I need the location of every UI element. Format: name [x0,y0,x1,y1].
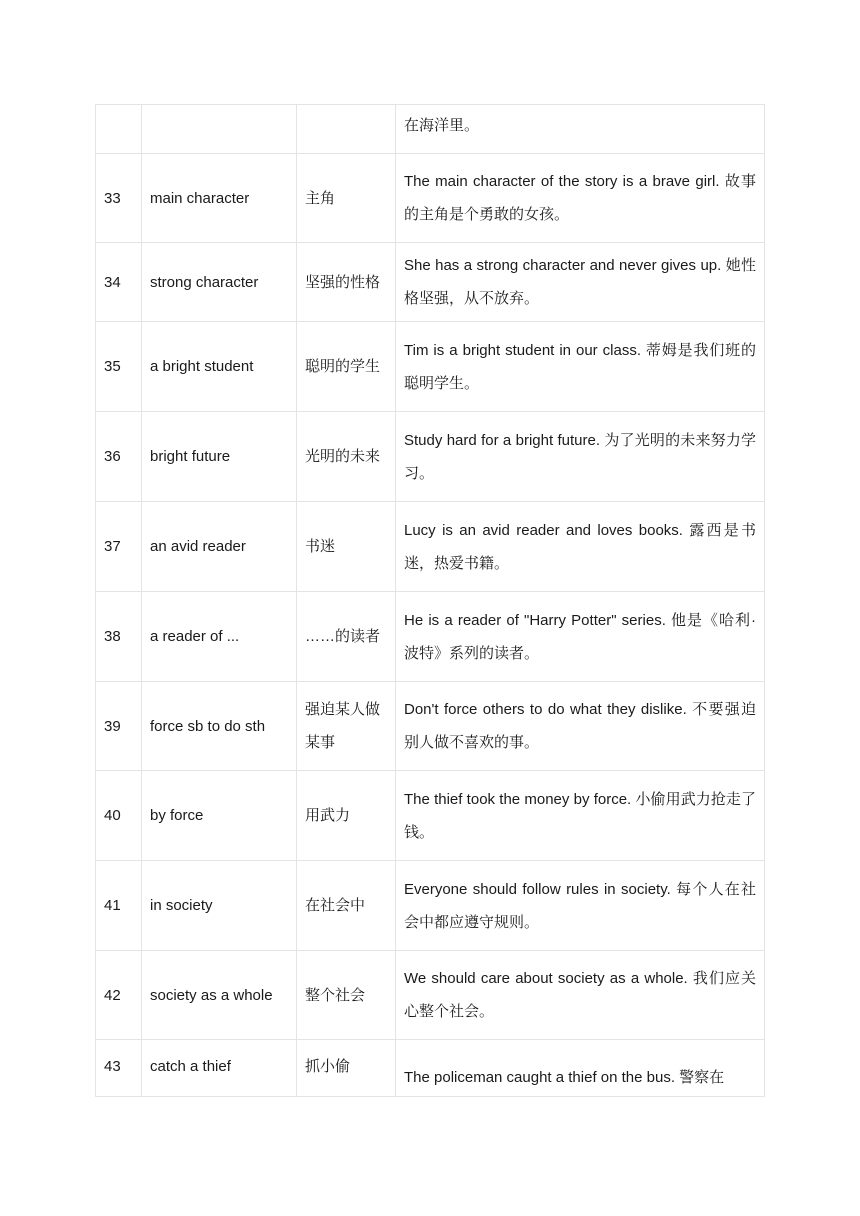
num-cell: 33 [96,154,142,243]
num-cell: 41 [96,861,142,951]
phrase-cell: in society [142,861,297,951]
table-row-continued [96,105,765,154]
table-row [96,154,765,243]
meaning-cell: 光明的未来 [297,412,396,502]
num-cell: 42 [96,951,142,1040]
table-row [96,502,765,592]
num-cell: 40 [96,771,142,861]
example-cell: We should care about society as a whole. 我们应关心整个社会。 [396,951,765,1040]
meaning-cell: 书迷 [297,502,396,592]
phrase-cell: by force [142,771,297,861]
meaning-cell: 坚强的性格 [297,243,396,322]
meaning-cell: ……的读者 [297,592,396,682]
meaning-cell: 主角 [297,154,396,243]
meaning-cell: 抓小偷 [297,1040,396,1097]
meaning-cell [297,105,396,154]
example-cell: 在海洋里。 [396,105,765,154]
table-row [96,861,765,951]
example-cell: Lucy is an avid reader and loves books. 露西是书迷，热爱书籍。 [396,502,765,592]
example-cell: Study hard for a bright future. 为了光明的未来努力学习。 [396,412,765,502]
phrase-cell: strong character [142,243,297,322]
num-cell: 36 [96,412,142,502]
num-cell: 39 [96,682,142,771]
table-row [96,682,765,771]
phrase-cell: a reader of ... [142,592,297,682]
num-cell: 34 [96,243,142,322]
table-row [96,771,765,861]
meaning-cell: 用武力 [297,771,396,861]
example-cell: Everyone should follow rules in society. 每个人在社会中都应遵守规则。 [396,861,765,951]
example-cell: The main character of the story is a brave girl. 故事的主角是个勇敢的女孩。 [396,154,765,243]
phrase-cell [142,105,297,154]
table-row [96,412,765,502]
phrase-cell: catch a thief [142,1040,297,1097]
meaning-cell: 聪明的学生 [297,322,396,412]
phrase-cell: society as a whole [142,951,297,1040]
example-cell: Don't force others to do what they dislike. 不要强迫别人做不喜欢的事。 [396,682,765,771]
table-row [96,243,765,322]
example-cell: The thief took the money by force. 小偷用武力抢走了钱。 [396,771,765,861]
meaning-cell: 整个社会 [297,951,396,1040]
table-row [96,592,765,682]
table-row [96,1040,765,1097]
phrase-cell: an avid reader [142,502,297,592]
num-cell: 38 [96,592,142,682]
phrase-cell: bright future [142,412,297,502]
table-row [96,322,765,412]
num-cell: 35 [96,322,142,412]
meaning-cell: 在社会中 [297,861,396,951]
phrase-cell: main character [142,154,297,243]
example-cell: Tim is a bright student in our class. 蒂姆是我们班的聪明学生。 [396,322,765,412]
example-cell: He is a reader of "Harry Potter" series. 他是《哈利·波特》系列的读者。 [396,592,765,682]
meaning-cell: 强迫某人做某事 [297,682,396,771]
table-row [96,951,765,1040]
num-cell: 43 [96,1040,142,1097]
example-cell: The policeman caught a thief on the bus. 警察在 [396,1040,765,1097]
num-cell: 37 [96,502,142,592]
vocabulary-table [95,104,765,1097]
phrase-cell: a bright student [142,322,297,412]
phrase-cell: force sb to do sth [142,682,297,771]
example-cell: She has a strong character and never gives up. 她性格坚强，从不放弃。 [396,243,765,322]
num-cell [96,105,142,154]
